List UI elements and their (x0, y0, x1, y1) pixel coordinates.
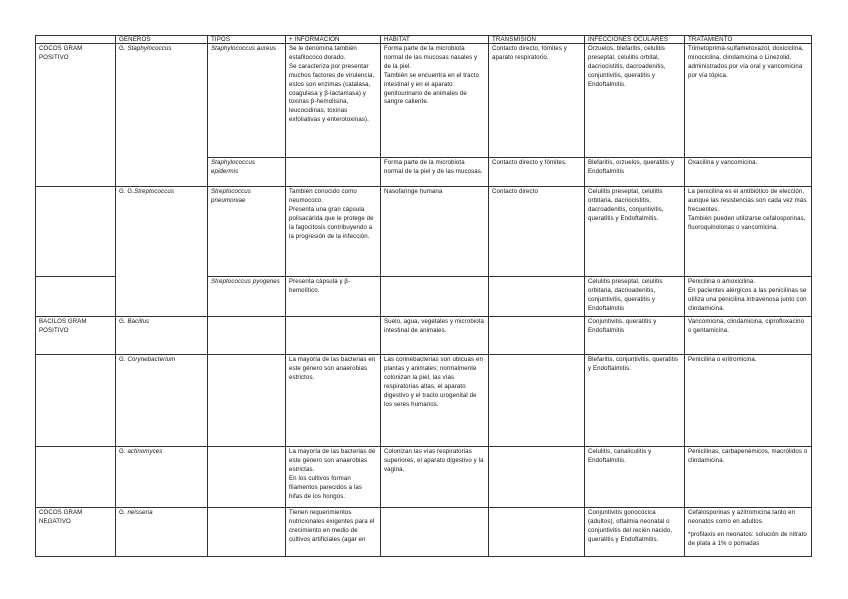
genero-name: Corynebacterium (127, 356, 176, 363)
infecciones-cell: Orzuelos, blefaritis, celulitis preseptal, celulitis orbital, dacriocistitis, dacroadenitis, conjuntivitis, queratitis y Endoftalmitis. (585, 44, 685, 158)
tipo-cell (208, 355, 286, 447)
transmision-cell (489, 355, 585, 447)
tratamiento-cell: Penicilinas, carbapenémicos, macrólidos o clindamicina. (685, 447, 812, 508)
genero-cell: G. Bacillus (116, 317, 208, 355)
header-informacion: + INFORMACIÓN (286, 36, 381, 44)
transmision-cell (489, 508, 585, 557)
habitat-cell (381, 277, 489, 317)
tipo-cell: Staphylococcus epidermis (208, 158, 286, 187)
tratamiento-cell: Cefalosporinas y azitromicina tanto en neonatos como en adultos. *profilaxis en neonatos: solución de nitrato de plata a 1% o pomadas (685, 508, 812, 557)
genero-name: Bacillus (127, 318, 150, 325)
info-cell (286, 317, 381, 355)
infecciones-cell: Conjuntivitis, queratitis y Endoftalmitis (585, 317, 685, 355)
table-row (36, 355, 812, 447)
header-generos: GÉNEROS (116, 36, 208, 44)
info-cell: Se le denomina también estafilococo dorado. Se caracteriza por presentar muchos factores de virulencia, estos son enzimas (catalasa, coagulasa y β-lactamasa) y toxinas β-hemolisina, leucocidinas, toxinas exfoliativas y enterotoxinas). (286, 44, 381, 158)
header-habitat: HÁBITAT (381, 36, 489, 44)
genero-cell: G. actinomyces (116, 447, 208, 508)
tratamiento-cell: Oxacilina y vancomicina. (685, 158, 812, 187)
transmision-cell (489, 447, 585, 508)
info-cell: Tienen requerimientos nutricionales exigentes para el crecimiento en medio de cultivos artificiales (agar en (286, 508, 381, 557)
tipo-cell: Streptococcus pneumoniae (208, 187, 286, 277)
habitat-cell (381, 508, 489, 557)
header-empty (36, 36, 116, 44)
tipo-cell (208, 508, 286, 557)
habitat-cell: Las corinebacterias son ubicuas en plantas y animales; normalmente colonizan la piel, las vías respiratorias altas, el aparato digestivo y el tracto urogenital de los seres humanos. (381, 355, 489, 447)
group-label-empty (36, 277, 116, 317)
infecciones-cell: Conjuntivitis gonocócica (adultos), oftalmia neonatal o conjuntivitis del recién nacido, queratitis y Endoftalmitis. (585, 508, 685, 557)
tratamiento-cell: La penicilina es el antibiótico de elección, aunque las resistencias son cada vez más frecuentes. También pueden utilizarse cefalosporinas, fluoroquinolonas o vancomicina. (685, 187, 812, 277)
tratamiento-cell: Penicilina o eritromicina. (685, 355, 812, 447)
tratamiento-cell: Vancomicina, clindamicina, ciprofloxacino o gentamicina. (685, 317, 812, 355)
info-cell: La mayoría de las bacterias de este género son anaerobias estrictas. En los cultivos forman filamentos parecidos a las hifas de los hongos. (286, 447, 381, 508)
header-tratamiento: TRATAMIENTO (685, 36, 812, 44)
transmision-cell (489, 317, 585, 355)
tipo-cell (208, 447, 286, 508)
table-row (36, 447, 812, 508)
info-cell: La mayoría de las bacterias en este género son anaerobias estrictos. (286, 355, 381, 447)
table-row (36, 508, 812, 557)
table-row (36, 317, 812, 355)
infecciones-cell: Celulitis, canaliculitis y Endoftalmitis. (585, 447, 685, 508)
header-tipos: TIPOS (208, 36, 286, 44)
tipo-cell: Streptococcus pyogenes (208, 277, 286, 317)
infecciones-cell: Celulitis preseptal, celulitis orbitaria, dacriocistitis, dacroadenitis, conjuntivitis, queratitis y Endoftalmitis. (585, 187, 685, 277)
group-label-empty (36, 447, 116, 508)
genero-cell: G. Corynebacterium (116, 355, 208, 447)
group-label: BACILOS GRAM POSITIVO (36, 317, 116, 355)
infecciones-cell: Celulitis preseptal, celulitis orbitaria, dacrioadenitis, conjuntivitis, queratitis y Endoftalmitis (585, 277, 685, 317)
habitat-cell: Nasofaringe humana (381, 187, 489, 277)
info-cell (286, 158, 381, 187)
genero-name: actinomyces (127, 448, 163, 455)
genero-name: neisseria (127, 509, 153, 516)
tratamiento-cell: Trimetoprima-sulfametoxazol, doxiciclina, minociclina, clindamicina o Linezolid, administrados por vía oral y vancomicina por vía tópica. (685, 44, 812, 158)
bacteria-table (35, 35, 812, 557)
genero-name: Staphylococcus (127, 45, 172, 52)
group-label-empty (36, 187, 116, 277)
genero-cell: G. neisseria (116, 508, 208, 557)
tratamiento-cell: Penicilina o amoxicilina. En pacientes alérgicos a las penicilinas se utiliza una penicilina intravenosa junto con clindamicina. (685, 277, 812, 317)
header-row (36, 36, 812, 44)
genero-name: Streptococcus (134, 188, 174, 195)
transmision-cell: Contacto directo, fómites y aparato respiratorio. (489, 44, 585, 158)
header-transmision: TRANSMISIÓN (489, 36, 585, 44)
table-row (36, 44, 812, 158)
tipo-cell (208, 317, 286, 355)
group-label: COCOS GRAM NEGATIVO (36, 508, 116, 557)
genero-cell: G. G.Streptococcus (116, 187, 208, 317)
tipo-cell: Staphylococcus aureus (208, 44, 286, 158)
info-cell: Presenta cápsula y β-hemolítico. (286, 277, 381, 317)
habitat-cell: Forma parte de la microbiota normal de la piel y de las mucosas. (381, 158, 489, 187)
header-infecciones: INFECCIONES OCULARES (585, 36, 685, 44)
group-label: COCOS GRAM POSITIVO (36, 44, 116, 187)
infecciones-cell: Blefaritis, conjuntivitis, queratitis y Endoftalmitis. (585, 355, 685, 447)
transmision-cell (489, 277, 585, 317)
habitat-cell: Forma parte de la microbiota normal de las mucosas nasales y de la piel. También se encuentra en el tracto intestinal y en el aparato genitourinario de animales de sangre caliente. (381, 44, 489, 158)
genero-cell: G. Staphylococcus (116, 44, 208, 187)
table-row (36, 187, 812, 277)
group-label-empty (36, 355, 116, 447)
info-cell: También conocido como neumococo. Presenta una gran cápsula polisacárida que le protege de la fagocitosis contribuyendo a la progresión de la infección. (286, 187, 381, 277)
infecciones-cell: Blefaritis, orzuelos, queratitis y Endoftalmitis (585, 158, 685, 187)
transmision-cell: Contacto directo y fómites. (489, 158, 585, 187)
habitat-cell: Colonizan las vías respiratorias superiores, el aparato digestivo y la vagina. (381, 447, 489, 508)
habitat-cell: Suelo, agua, vegetales y microbiota intestinal de animales. (381, 317, 489, 355)
transmision-cell: Contacto directo (489, 187, 585, 277)
